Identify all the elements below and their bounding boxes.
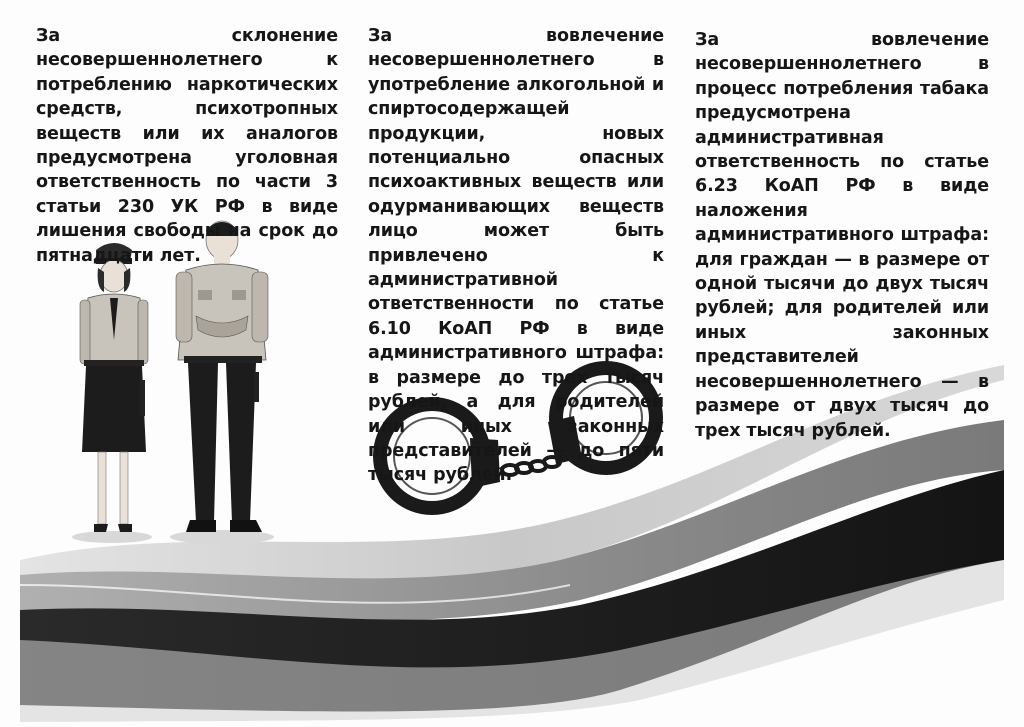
text-column-alcohol: За вовлечение несовершеннолетнего в употребление алкогольной и спиртосодержащей продукции, новых потенциально опасных психоактивных веществ или одурманивающих веществ лицо может быть привлечено к административной ответственности по статье 6.10 КоАП РФ в виде административного штрафа: в размере до трех тысяч рублей, а для родителей или иных законных представителей — до пяти тысяч рублей. xyxy=(368,26,664,486)
female-officer-figure xyxy=(80,243,148,532)
text-column-drugs: За склонение несовершеннолетнего к потреблению наркотических средств, психотропных веществ или их аналогов предусмотрена уголовная ответственность по части 3 статьи 230 УК РФ в виде лишения свободы на срок до пятнадцати лет. xyxy=(36,26,338,266)
text-column-tobacco: За вовлечение несовершеннолетнего в процесс потребления табака предусмотрена административная ответственность по статье 6.23 КоАП РФ в виде наложения административного штрафа: для граждан — в размере от одной тысячи до двух тысяч рублей; для родителей или иных законных представителей несовершеннолетнего — в размере от двух тысяч до трех тысяч рублей. xyxy=(695,30,989,441)
police-officers-illustration xyxy=(72,221,274,544)
